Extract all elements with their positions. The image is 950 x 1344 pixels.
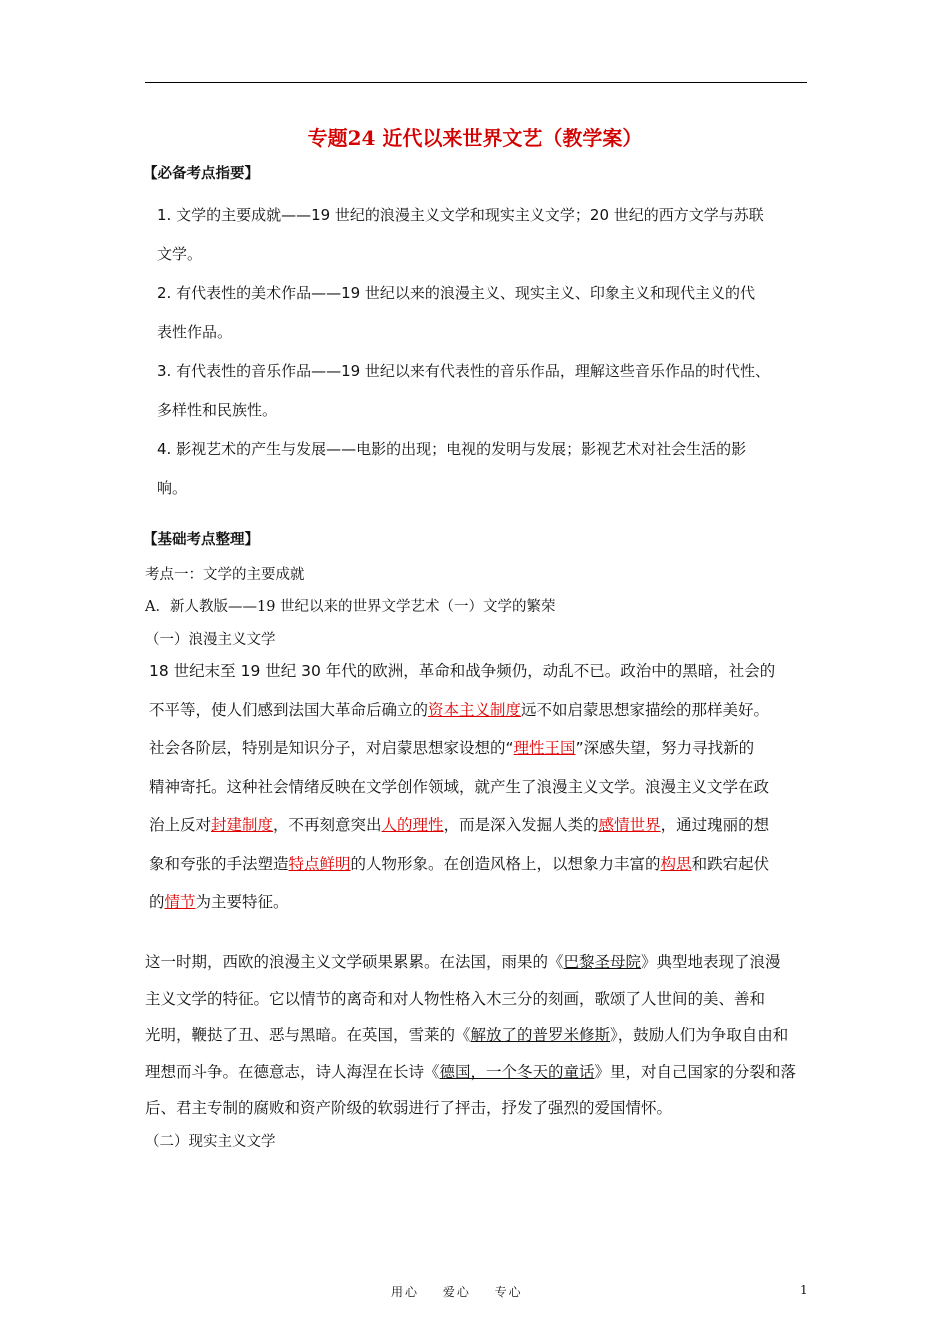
text-run: 主义文学的特征。它以情节的离奇和对人物性格入木三分的刻画，歌颂了人世间的美、善和 bbox=[145, 989, 766, 1008]
romanticism-box-line bbox=[149, 691, 811, 730]
text-run: ”深感失望，努力寻找新的 bbox=[575, 739, 755, 757]
text-run: 为主要特征。 bbox=[195, 893, 289, 911]
text-run: 》，鼓励人们为争取自由和 bbox=[610, 1026, 789, 1044]
highlighted-term: 人的理性 bbox=[381, 816, 444, 834]
paragraph-line bbox=[145, 944, 810, 981]
key-points-list bbox=[157, 196, 822, 508]
highlighted-term: 感情世界 bbox=[598, 816, 661, 834]
text-run: 这一时期，西欧的浪漫主义文学硕果累累。在法国，雨果的《 bbox=[145, 953, 564, 971]
page-number: 1 bbox=[800, 1283, 808, 1297]
paragraph-line bbox=[145, 981, 810, 1018]
key-point-line: 2. 有代表性的美术作品——19 世纪以来的浪漫主义、现实主义、印象主义和现代主义的代 bbox=[157, 284, 755, 302]
text-run: 》里，对自己国家的分裂和落 bbox=[594, 1062, 797, 1081]
key-point-line: 表性作品。 bbox=[157, 323, 233, 341]
highlighted-term: 资本主义制度 bbox=[428, 700, 522, 719]
text-run: 的 bbox=[149, 893, 165, 911]
text-run: 后、君主专制的腐败和资产阶级的软弱进行了抨击，抒发了强烈的爱国情怀。 bbox=[145, 1099, 673, 1117]
highlighted-term: 封建制度 bbox=[211, 816, 274, 834]
romanticism-box-line bbox=[149, 845, 811, 884]
section-heading-essentials: 【必备考点指要】 bbox=[143, 165, 259, 182]
header-rule bbox=[145, 82, 807, 83]
text-run: ，而是深入发掘人类的 bbox=[443, 816, 599, 834]
romanticism-box-line bbox=[149, 883, 811, 922]
text-run: 精神寄托。这种社会情绪反映在文学创作领域，就产生了浪漫主义文学。浪漫主义文学在政 bbox=[149, 777, 770, 796]
work-title: 巴黎圣母院 bbox=[563, 953, 642, 971]
text-run: 和跌宕起伏 bbox=[691, 854, 770, 873]
text-run: 远不如启蒙思想家描绘的那样美好。 bbox=[521, 700, 770, 719]
highlighted-term: 构思 bbox=[660, 854, 692, 873]
text-run: 18 世纪末至 19 世纪 30 年代的欧洲，革命和战争频仍，动乱不已。政治中的黑暗，社会的 bbox=[149, 662, 776, 680]
romanticism-box-line bbox=[149, 652, 811, 691]
text-run: 社会各阶层，特别是知识分子，对启蒙思想家设想的“ bbox=[149, 739, 514, 757]
page-title: 专题24 近代以来世界文艺（教学案） bbox=[307, 126, 643, 150]
romanticism-text-block bbox=[149, 652, 811, 922]
romanticism-paragraph bbox=[145, 944, 810, 1127]
text-run: 理想而斗争。在德意志，诗人海涅在长诗《 bbox=[145, 1062, 440, 1081]
textbook-version: A．新人教版——19 世纪以来的世界文学艺术（一）文学的繁荣 bbox=[145, 599, 556, 615]
paragraph-line bbox=[145, 1054, 810, 1091]
highlighted-term: 情节 bbox=[164, 893, 196, 911]
text-run: ，不再刻意突出 bbox=[273, 816, 382, 834]
key-point-line: 响。 bbox=[157, 479, 188, 497]
work-title: 解放了的普罗米修斯 bbox=[470, 1026, 611, 1044]
text-run: ，通过瑰丽的想 bbox=[660, 816, 770, 834]
work-title: 德国，一个冬天的童话 bbox=[439, 1062, 595, 1081]
key-point-line: 1. 文学的主要成就——19 世纪的浪漫主义文学和现实主义文学；20 世纪的西方文学与苏联 bbox=[157, 206, 764, 224]
highlighted-term: 特点鲜明 bbox=[288, 854, 351, 873]
subsection-realism: （二）现实主义文学 bbox=[145, 1134, 276, 1150]
text-run: 治上反对 bbox=[149, 816, 212, 834]
subsection-romanticism: （一）浪漫主义文学 bbox=[145, 632, 276, 648]
romanticism-box-line bbox=[149, 729, 811, 768]
key-point-line: 多样性和民族性。 bbox=[157, 401, 278, 419]
text-run: 不平等，使人们感到法国大革命后确立的 bbox=[149, 700, 429, 719]
section-heading-basics: 【基础考点整理】 bbox=[143, 531, 259, 548]
text-run: 的人物形象。在创造风格上，以想象力丰富的 bbox=[350, 854, 661, 873]
text-run: 光明，鞭挞了丑、恶与黑暗。在英国，雪莱的《 bbox=[145, 1026, 471, 1044]
exam-point-title: 考点一：文学的主要成就 bbox=[145, 567, 305, 583]
footer-motto: 用心 爱心 专心 bbox=[391, 1285, 523, 1299]
highlighted-term: 理性王国 bbox=[513, 739, 576, 757]
romanticism-box-line bbox=[149, 806, 811, 845]
key-point-line: 4. 影视艺术的产生与发展——电影的出现；电视的发明与发展；影视艺术对社会生活的影 bbox=[157, 440, 747, 458]
key-point-line: 文学。 bbox=[157, 245, 203, 263]
key-point-line: 3. 有代表性的音乐作品——19 世纪以来有代表性的音乐作品，理解这些音乐作品的时代性、 bbox=[157, 362, 770, 380]
romanticism-box-line bbox=[149, 768, 811, 807]
paragraph-line bbox=[145, 1017, 810, 1054]
text-run: 》典型地表现了浪漫 bbox=[641, 953, 781, 971]
text-run: 象和夸张的手法塑造 bbox=[149, 854, 289, 873]
paragraph-line bbox=[145, 1090, 810, 1127]
